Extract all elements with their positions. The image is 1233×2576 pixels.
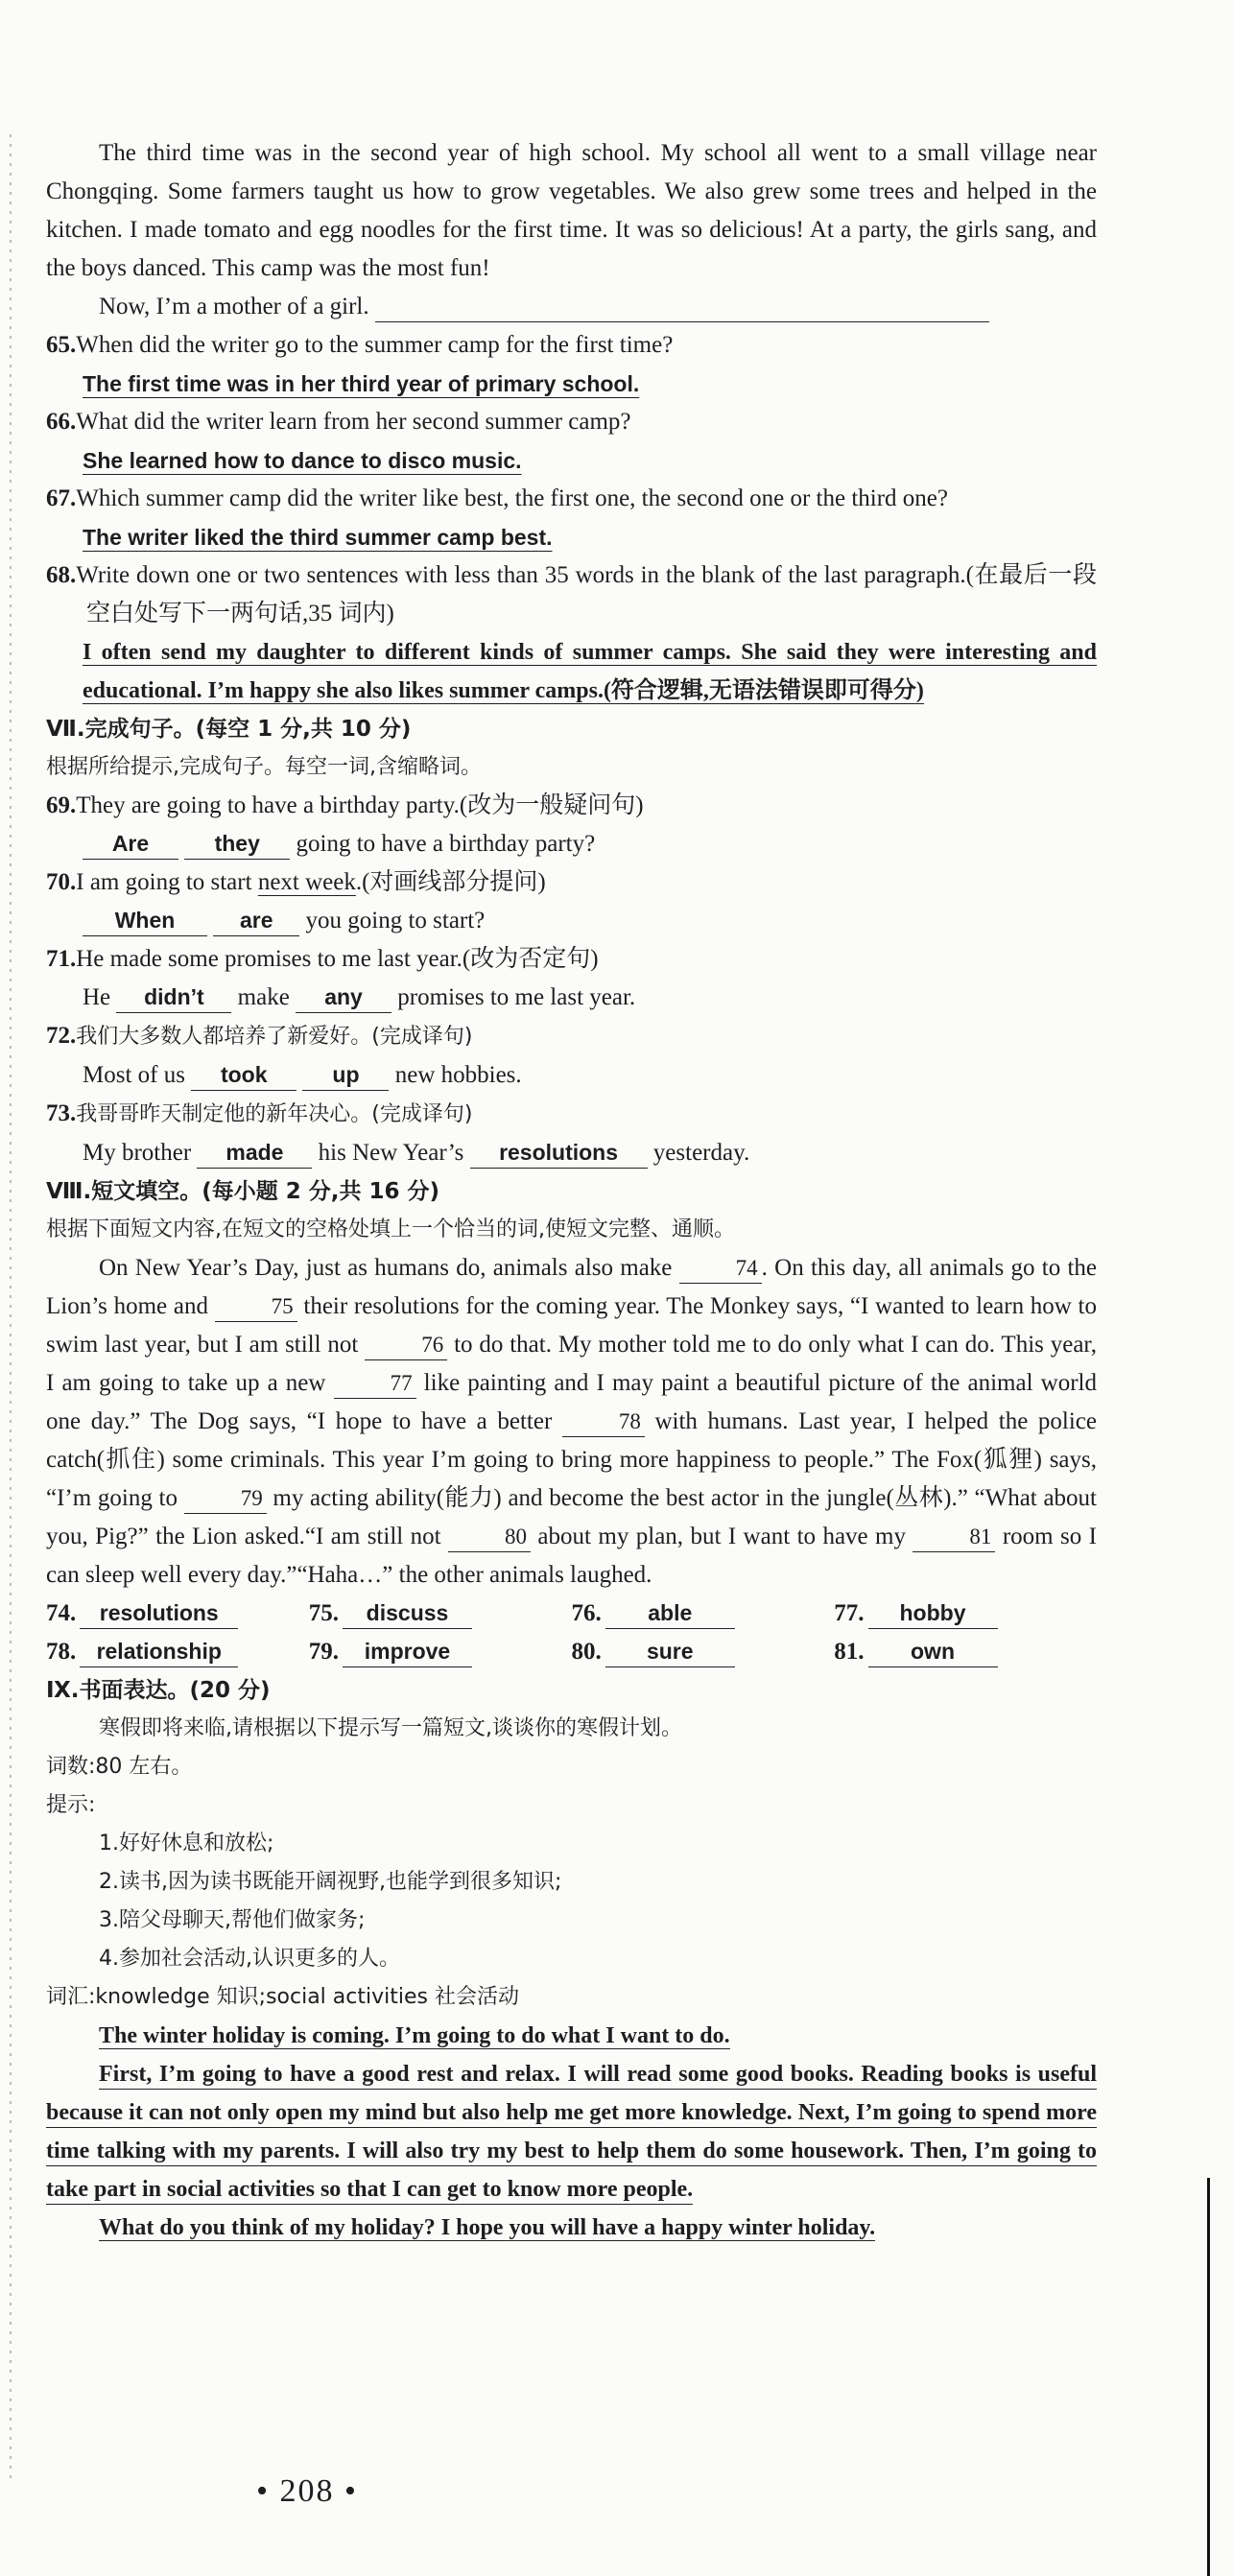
vocab-hint: 词汇:knowledge 知识;social activities 社会活动 [46,1985,519,2009]
word-count: 词数:80 左右。 [46,1755,193,1779]
section-7-title: Ⅶ.完成句子。(每空 1 分,共 10 分) [46,717,412,742]
hint-item: 2.读书,因为读书既能开阔视野,也能学到很多知识; [99,1870,562,1894]
cloze-answer-item [834,1633,1097,1671]
question-text: Write down one or two sentences with less than 35 words in the blank of the last paragraph.(在最后一段空白处写下一两句话,35 词内) [76,562,1097,626]
hints-label: 提示: [46,1793,96,1817]
cloze-answer-word: relationship [80,1636,238,1667]
sentence-part: his New Year’s [318,1140,464,1166]
cloze-blank-78: 78 [562,1407,645,1437]
sentence-rest: you going to start? [305,908,486,934]
cloze-answer-number: 80. [571,1639,602,1665]
cloze-answer-number: 75. [308,1600,339,1626]
question-67 [46,480,1097,518]
answer-73 [46,1134,1097,1172]
cloze-text: with humans. Last year, I helped the police catch(抓住) some criminals. This year I’m going to bring more happiness to people.” The Fox(狐狸) says, “I’m going to [46,1408,1097,1511]
cloze-text: . On this day, all animals go to the Lion’s home and [46,1255,1097,1319]
page-number: • 208 • [256,2473,358,2509]
cloze-text: like painting and I may paint a beautiful picture of the animal world one day.” The Dog says, “I hope to have a better [46,1370,1097,1434]
section-8-title: Ⅷ.短文填空。(每小题 2 分,共 16 分) [46,1179,440,1204]
question-number: 72. [46,1023,77,1049]
question-text: 我哥哥昨天制定他的新年决心。(完成译句) [76,1102,473,1126]
cloze-text: about my plan, but I want to have my [531,1524,913,1549]
cloze-answer-item [572,1595,835,1633]
fill-answer: didn’t [116,981,231,1013]
answer-text: I often send my daughter to different kinds of summer camps. She said they were interesting and educational. I’m happy she also likes summer camps.(符合逻辑,无语法错误即可得分) [83,640,1097,703]
essay-closing-text: What do you think of my holiday? I hope you will have a happy winter holiday. [99,2215,876,2240]
question-text: What did the writer learn from her second summer camp? [76,409,631,435]
cloze-answer-item [572,1633,835,1671]
cloze-blank-81: 81 [913,1523,995,1552]
cloze-blank-76: 76 [365,1331,447,1360]
question-text: I am going to start [76,869,258,895]
sentence-rest: promises to me last year. [397,984,636,1010]
answer-65 [83,365,1097,403]
sentence-part: make [237,984,290,1010]
cloze-answer-item [46,1633,309,1671]
cloze-answer-number: 79. [308,1639,339,1665]
cloze-answer-word: discuss [343,1597,472,1629]
essay-opening [46,2017,1097,2055]
question-number: 71. [46,946,77,972]
question-text: When did the writer go to the summer camp for the first time? [76,332,674,358]
section-7-instruction: 根据所给提示,完成句子。每空一词,含缩略词。 [46,755,482,779]
binding-margin-dots [10,134,12,2485]
essay-body [46,2055,1097,2209]
answer-70 [46,902,1097,940]
cloze-answer-number: 74. [46,1600,77,1626]
question-70 [46,863,1097,902]
question-72 [46,1017,1097,1056]
cloze-text: my acting ability(能力) and become the best actor in the jungle(丛林).” “What about you, Pig?” the Lion asked.“I am still not [46,1485,1097,1549]
worksheet-page [46,134,1097,2247]
question-71 [46,940,1097,979]
cloze-answer-item [309,1633,572,1671]
question-68 [46,556,1097,633]
fill-answer: any [296,981,391,1013]
last-paragraph-blank [375,293,989,322]
fill-answer: Are [83,828,178,860]
cloze-answer-word: hobby [868,1597,998,1629]
cloze-answer-number: 78. [46,1639,77,1665]
passage-paragraph: The third time was in the second year of high school. My school all went to a small village near Chongqing. Some farmers taught us how to grow vegetables. We also grew some trees and helped in the kitchen. I made tomato and egg noodles for the first time. It was so delicious! At a party, the girls sang, and the boys danced. This camp was the most fun! [46,140,1097,281]
answer-text: The first time was in her third year of primary school. [83,371,640,396]
sentence-rest: going to have a birthday party? [296,831,596,857]
essay-opening-text: The winter holiday is coming. I’m going to do what I want to do. [99,2023,730,2048]
cloze-answer-word: improve [343,1636,472,1667]
reading-questions [46,326,1097,710]
answer-68 [83,633,1097,710]
sentence-part: Most of us [83,1062,185,1088]
cloze-blank-75: 75 [215,1292,297,1322]
last-paragraph-text: Now, I’m a mother of a girl. [99,294,369,319]
question-text: He made some promises to me last year.(改为否定句) [76,946,599,972]
question-text: Which summer camp did the writer like best, the first one, the second one or the third one? [76,485,949,511]
cloze-text: On New Year’s Day, just as humans do, animals also make [99,1255,679,1281]
cloze-answer-word: able [605,1597,735,1629]
fill-answer: made [197,1137,312,1169]
cloze-answer-word: own [868,1636,998,1667]
fill-answer: took [191,1059,296,1091]
cloze-answer-grid [46,1595,1097,1671]
sentence-rest: new hobbies. [394,1062,522,1088]
cloze-blank-80: 80 [448,1523,531,1552]
hint-item: 3.陪父母聊天,帮他们做家务; [99,1908,366,1932]
underlined-phrase: next week [257,869,356,895]
cloze-answer-item [309,1595,572,1633]
sentence-part: My brother [83,1140,192,1166]
cloze-blank-77: 77 [334,1369,416,1399]
answer-text: The writer liked the third summer camp best. [83,525,553,550]
answer-67 [83,518,1097,556]
question-66 [46,403,1097,441]
fill-answer: resolutions [470,1137,648,1169]
essay-closing [46,2209,1097,2247]
passage-last-paragraph [46,288,1097,326]
question-text: .(对画线部分提问) [355,869,546,895]
cloze-answer-item [46,1595,309,1633]
question-number: 68. [46,562,77,588]
fill-answer: When [83,905,207,936]
fill-answer: they [184,828,290,860]
question-number: 67. [46,485,77,511]
hint-item: 4.参加社会活动,认识更多的人。 [99,1947,400,1971]
cloze-answer-word: sure [605,1636,735,1667]
question-text: 我们大多数人都培养了新爱好。(完成译句) [76,1025,473,1049]
question-69 [46,787,1097,825]
writing-prompt: 寒假即将来临,请根据以下提示写一篇短文,谈谈你的寒假计划。 [99,1716,682,1740]
question-number: 69. [46,792,77,818]
essay-body-text: First, I’m going to have a good rest and relax. I will read some good books. Reading books is useful because it can not only open my mind but also help me get more knowledge. Next, I’m going to spend more time talking with my parents. I will also try my best to help them do some housework. Then, I’m going to take part in social activities so that I can get to know more people. [46,2062,1097,2205]
cloze-answer-number: 81. [834,1639,865,1665]
answer-66 [83,441,1097,480]
fill-answer: are [213,905,299,936]
question-73 [46,1095,1097,1134]
answer-71 [46,979,1097,1017]
question-text: They are going to have a birthday party.(改为一般疑问句) [76,792,644,818]
sentence-rest: yesterday. [652,1140,750,1166]
answer-72 [46,1056,1097,1095]
answer-text: She learned how to dance to disco music. [83,448,522,473]
question-65 [46,326,1097,365]
cloze-answer-word: resolutions [80,1597,238,1629]
question-number: 66. [46,409,77,435]
cloze-passage [46,1249,1097,1595]
cloze-blank-74: 74 [679,1254,762,1284]
cloze-blank-79: 79 [184,1484,267,1514]
question-number: 65. [46,332,77,358]
cloze-text: to do that. My mother told me to do only what I can do. This year, I am going to take up a new [46,1332,1097,1396]
cloze-answer-item [834,1595,1097,1633]
section-8-instruction: 根据下面短文内容,在短文的空格处填上一个恰当的词,使短文完整、通顺。 [46,1217,735,1241]
cloze-answer-number: 76. [571,1600,602,1626]
question-number: 73. [46,1100,77,1126]
cloze-text: room so I can sleep well every day.”“Haha…” the other animals laughed. [46,1524,1098,1588]
sentence-part: He [83,984,111,1010]
section-9-title: Ⅸ.书面表达。(20 分) [46,1678,271,1703]
scan-edge-line [1207,2178,1210,2576]
answer-69 [46,825,1097,863]
cloze-text: their resolutions for the coming year. The Monkey says, “I wanted to learn how to swim last year, but I am still not [46,1293,1098,1358]
cloze-answer-number: 77. [834,1600,865,1626]
hint-item: 1.好好休息和放松; [99,1832,274,1855]
question-number: 70. [46,869,77,895]
fill-answer: up [302,1059,389,1091]
